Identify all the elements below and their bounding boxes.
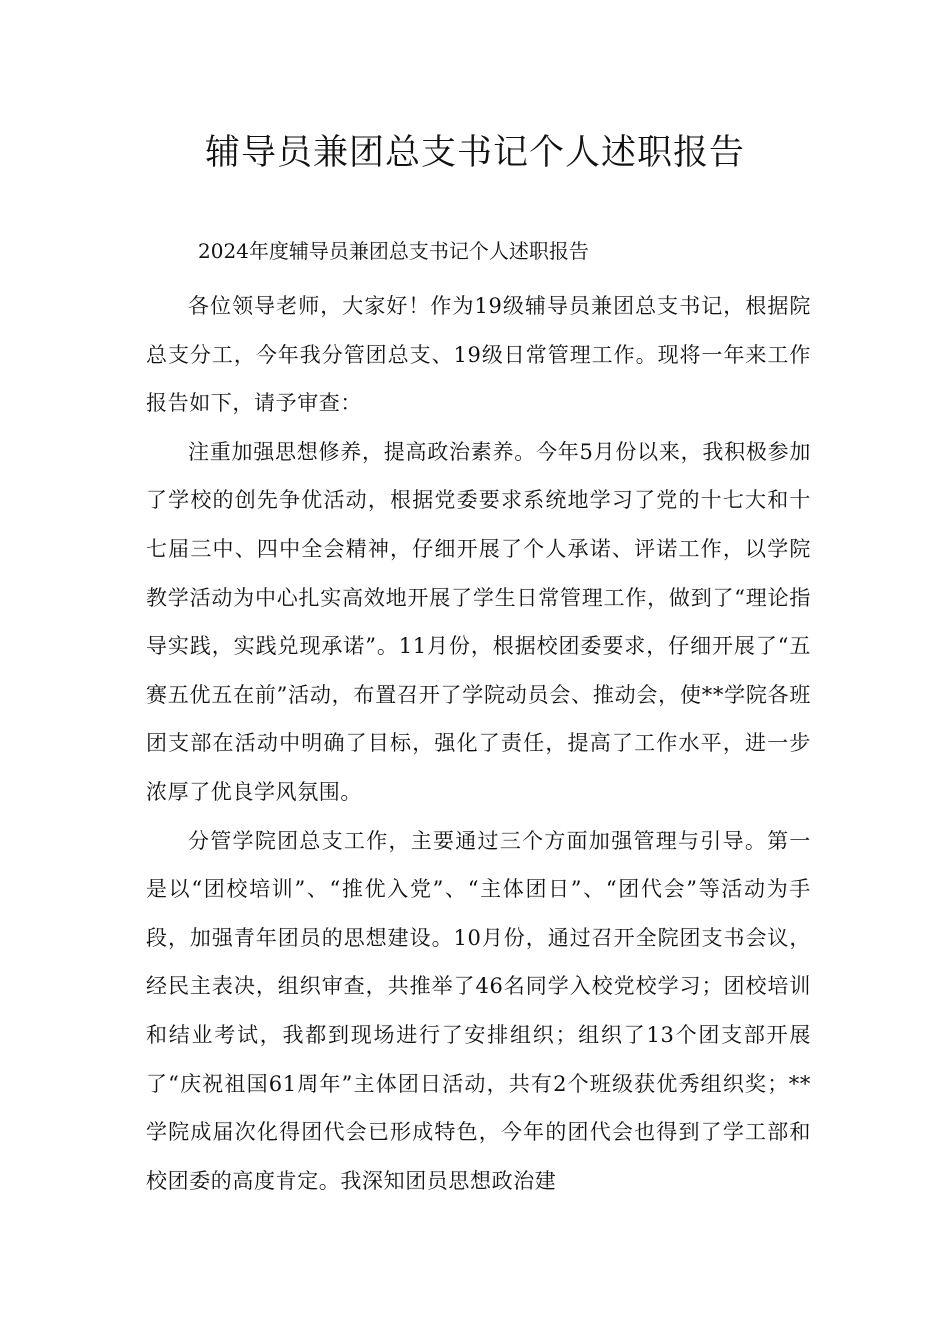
paragraph-political-study: 注重加强思想修养，提高政治素养。今年5月份以来，我积极参加了学校的创先争优活动，根据党委要求系统地学习了党的十七大和十七届三中、四中全会精神，仔细开展了个人承诺、评诺工作，以学院教学活动为中心扎实高效地开展了学生日常管理工作，做到了“理论指导实践，实践兑现承诺”。11月份，根据校团委要求，仔细开展了“五赛五优五在前”活动，布置召开了学院动员会、推动会，使**学院各班团支部在活动中明确了目标，强化了责任，提高了工作水平，进一步浓厚了优良学风氛围。 — [146, 439, 811, 804]
paragraph-greeting: 各位领导老师，大家好！作为19级辅导员兼团总支书记，根据院总支分工，今年我分管团总支、19级日常管理工作。现将一年来工作报告如下，请予审查： — [146, 294, 811, 416]
paragraph-league-work: 分管学院团总支工作，主要通过三个方面加强管理与引导。第一是以“团校培训”、“推优入党”、“主体团日”、“团代会”等活动为手段，加强青年团员的思想建设。10月份，通过召开全院团支书会议，经民主表决，组织审查，共推举了46名同学入校党校学习；团校培训和结业考试，我都到现场进行了安排组织；组织了13个团支部开展了“庆祝祖国61周年”主体团日活动，共有2个班级获优秀组织奖；**学院成届次化得团代会已形成特色，今年的团代会也得到了学工部和校团委的高度肯定。我深知团员思想政治建 — [146, 828, 811, 1193]
document-subtitle: 2024年度辅导员兼团总支书记个人述职报告 — [198, 239, 589, 263]
document-title: 辅导员兼团总支书记个人述职报告 — [204, 133, 745, 173]
document-body — [146, 282, 811, 1205]
